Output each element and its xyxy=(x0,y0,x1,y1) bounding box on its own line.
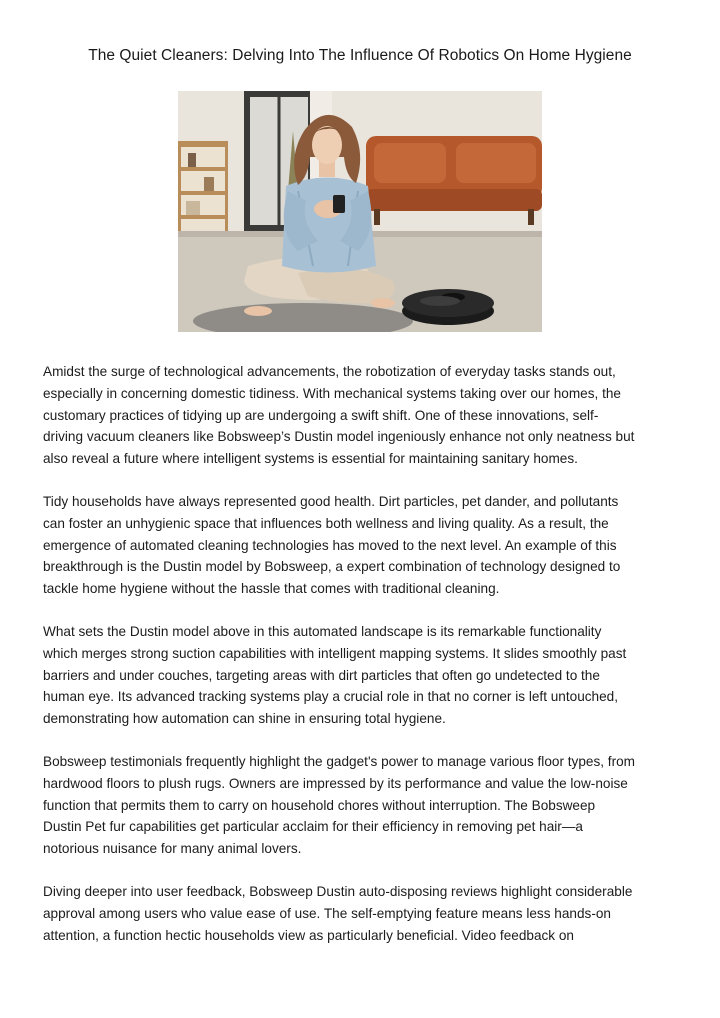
paragraph: Amidst the surge of technological advancements, the robotization of everyday tasks stands out, especially in concerning domestic tidiness. With mechanical systems taking over our homes, the customary practices of tidying up are undergoing a swift shift. One of these innovations, self- driving vacuum cleaners like Bobsweep’s Dustin model ingeniously enhance not only neatness but also reveal a future where intelligent systems is essential for maintaining sanitary homes. xyxy=(43,364,635,467)
paragraph: Bobsweep testimonials frequently highlight the gadget's power to manage various floor types, from hardwood floors to plush rugs. Owners are impressed by its performance and value the low-noise function that permits them to carry on household chores without interruption. The Bobsweep Dustin Pet fur capabilities get particular acclaim for their efficiency in removing pet hair—a notorious nuisance for many animal lovers. xyxy=(43,753,635,857)
hero-image xyxy=(178,91,542,332)
paragraph: Diving deeper into user feedback, Bobsweep Dustin auto-disposing reviews highlight considerable approval among users who value ease of use. The self-emptying feature means less hands-on attention, a function hectic households view as particularly beneficial. Video feedback on xyxy=(43,883,633,943)
article-body xyxy=(43,361,683,967)
paragraph: What sets the Dustin model above in this automated landscape is its remarkable functionality which merges strong suction capabilities with intelligent mapping systems. It slides smoothly past barriers and under couches, targeting areas with dirt particles that often go undetected to the human eye. Its advanced tracking systems play a crucial role in that no corner is left untouched, demonstrating how automation can shine in ensuring total hygiene. xyxy=(43,623,627,727)
page-title: The Quiet Cleaners: Delving Into The Influence Of Robotics On Home Hygiene xyxy=(88,47,632,64)
phone xyxy=(333,195,345,213)
paragraph: Tidy households have always represented good health. Dirt particles, pet dander, and pollutants can foster an unhygienic space that influences both wellness and living quality. As a result, the emergence of automated cleaning technologies has moved to the next level. An example of this breakthrough is the Dustin model by Bobsweep, a expert combination of technology designed to tackle home hygiene without the hassle that comes with traditional cleaning. xyxy=(43,493,621,597)
